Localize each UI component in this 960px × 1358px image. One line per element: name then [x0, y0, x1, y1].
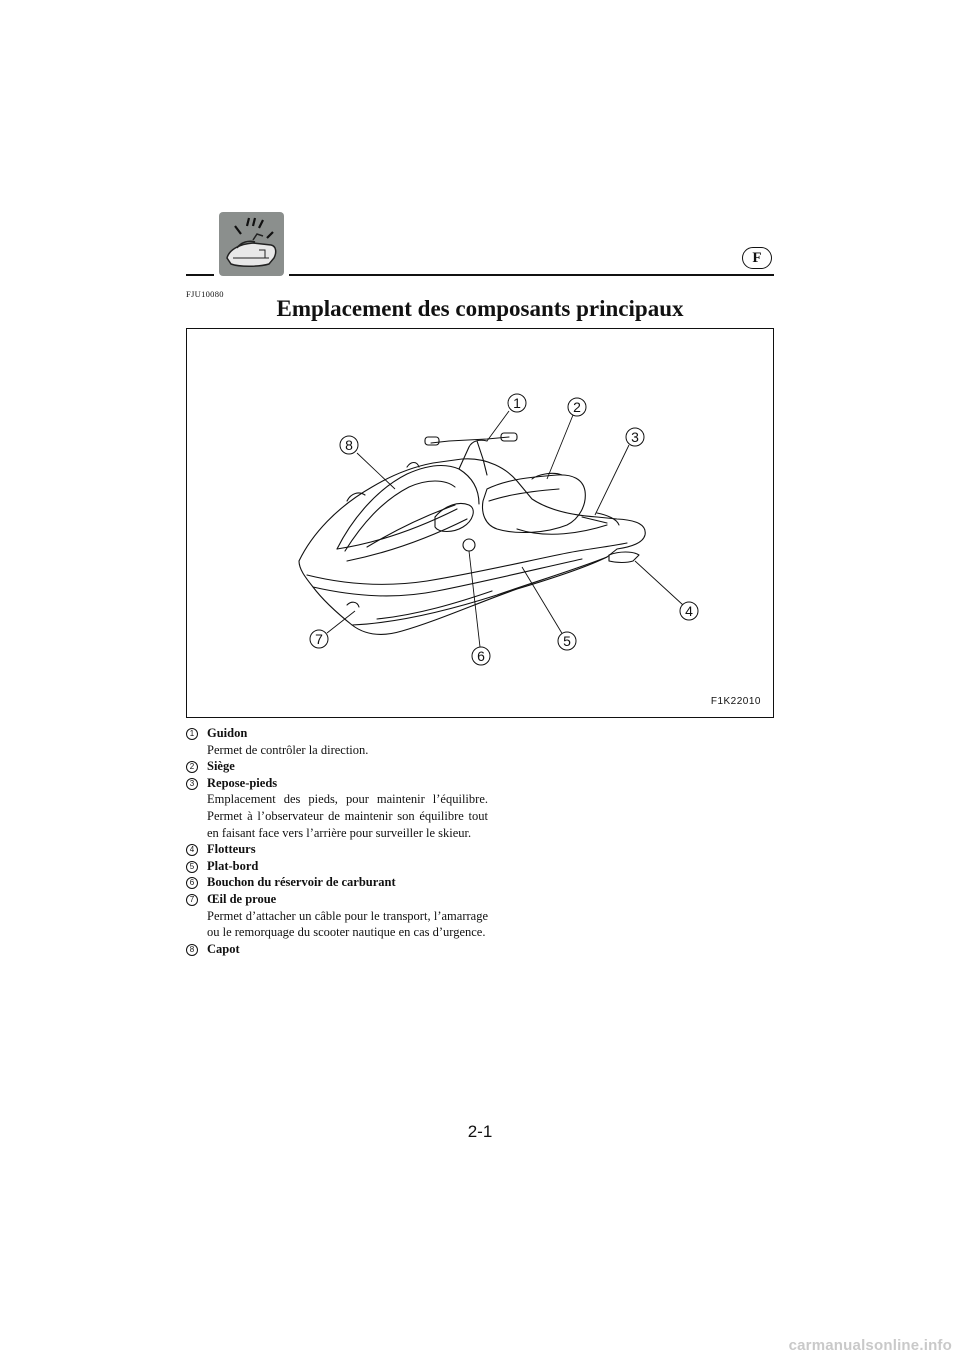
legend-description: Permet d’attacher un câble pour le transport, l’amarrage ou le remorquage du scooter nautique en cas d’urgence. [207, 908, 488, 940]
legend-title: Repose-pieds [207, 775, 278, 790]
component-figure [186, 328, 774, 718]
legend-title: Bouchon du réservoir de carburant [207, 875, 396, 890]
legend-description: Permet de contrôler la direction. [207, 742, 369, 757]
header-rule-left [186, 274, 214, 276]
page-number: 2-1 [467, 1122, 493, 1141]
svg-text:6: 6 [477, 648, 485, 664]
callout-5 [558, 632, 576, 650]
document-code: FJU10080 [186, 289, 224, 299]
callout-2 [568, 398, 586, 416]
svg-text:8: 8 [345, 437, 353, 453]
callout-3 [626, 428, 644, 446]
page-title: Emplacement des composants principaux [276, 296, 684, 321]
number-badge: 5 [186, 861, 198, 873]
legend-item-capot [186, 941, 488, 958]
number-badge: 6 [186, 877, 198, 889]
number-badge: 1 [186, 728, 198, 740]
component-legend [186, 725, 488, 957]
number-badge: 4 [186, 844, 198, 856]
callout-6 [472, 647, 490, 665]
legend-item-repose-pieds [186, 775, 488, 841]
language-badge: F [742, 247, 772, 269]
svg-text:3: 3 [631, 429, 639, 445]
number-badge: 8 [186, 944, 198, 956]
figure-code: F1K22010 [710, 696, 761, 707]
number-badge: 2 [186, 761, 198, 773]
legend-title: Plat-bord [207, 858, 259, 873]
legend-title: Guidon [207, 726, 248, 740]
legend-item-siege [186, 758, 488, 775]
svg-text:1: 1 [513, 395, 521, 411]
header-rule-right [289, 274, 774, 276]
legend-item-guidon [186, 725, 488, 758]
legend-item-plat-bord [186, 858, 488, 875]
svg-text:2: 2 [573, 399, 581, 415]
callout-8 [340, 436, 358, 454]
legend-title: Œil de proue [207, 891, 277, 906]
watermark: carmanualsonline.info [788, 1337, 952, 1354]
legend-item-bouchon [186, 874, 488, 891]
callout-1 [508, 394, 526, 412]
watercraft-drawing [187, 329, 775, 719]
legend-title: Siège [207, 759, 235, 774]
number-badge: 7 [186, 894, 198, 906]
callout-4 [680, 602, 698, 620]
legend-title: Capot [207, 941, 240, 956]
watercraft-icon [219, 212, 284, 276]
svg-text:5: 5 [563, 633, 571, 649]
legend-title: Flotteurs [207, 842, 256, 857]
number-badge: 3 [186, 778, 198, 790]
legend-item-flotteurs [186, 841, 488, 858]
legend-description: Emplacement des pieds, pour maintenir l’équilibre. Permet à l’observateur de maintenir son équilibre tout en faisant face vers l’arrière pour surveiller le skieur. [207, 792, 488, 840]
legend-item-oeil-de-proue [186, 891, 488, 941]
svg-text:4: 4 [685, 603, 693, 619]
svg-text:7: 7 [315, 631, 323, 647]
callout-7 [310, 630, 328, 648]
